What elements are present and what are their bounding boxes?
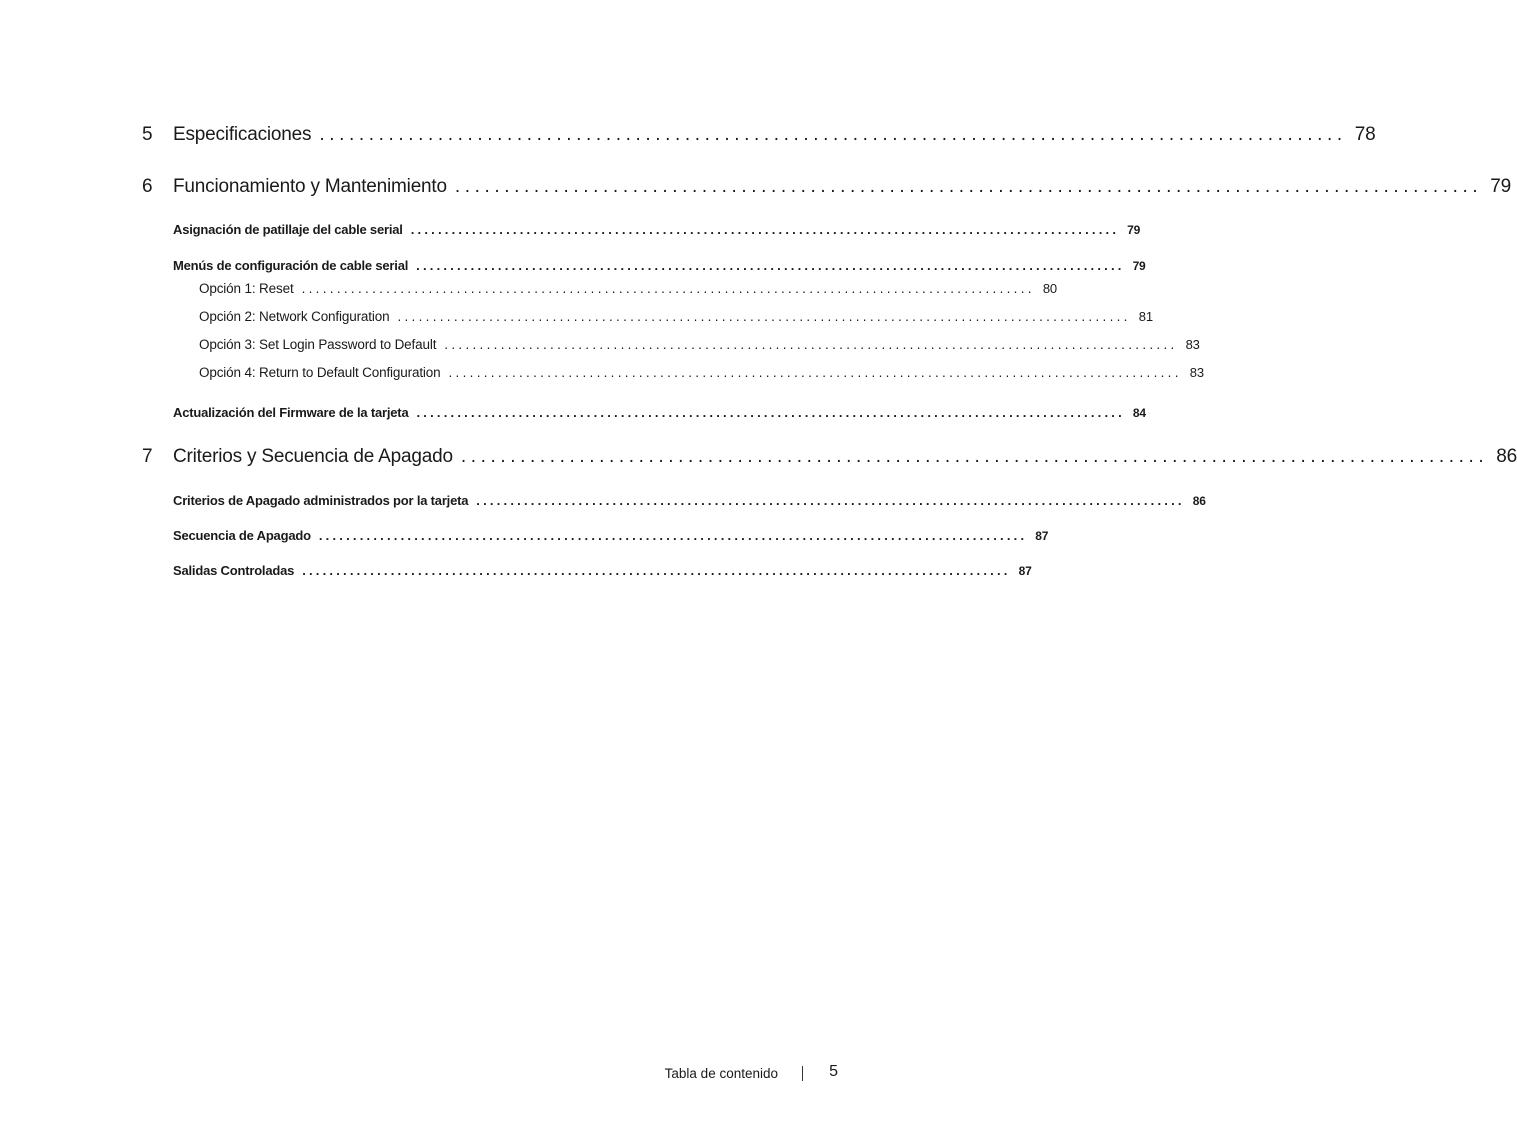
dot-leader: ........................................................................................................ bbox=[448, 365, 1182, 380]
toc-section[interactable] bbox=[173, 528, 1049, 543]
subsection-title: Opción 1: Reset bbox=[199, 281, 294, 296]
dot-leader: ........................................................................................................ bbox=[410, 222, 1120, 237]
subsection-page: 80 bbox=[1042, 281, 1058, 296]
section-page: 84 bbox=[1132, 406, 1146, 420]
dot-leader: ........................................................................................................ bbox=[476, 493, 1185, 508]
chapter-page: 86 bbox=[1496, 446, 1517, 467]
chapter-page: 78 bbox=[1354, 124, 1376, 145]
subsection-page: 83 bbox=[1185, 337, 1200, 352]
subsection-page: 83 bbox=[1189, 365, 1204, 380]
toc-section[interactable] bbox=[173, 405, 1146, 420]
toc-subsection[interactable] bbox=[199, 365, 1204, 380]
chapter-title: Criterios y Secuencia de Apagado bbox=[173, 446, 453, 467]
section-page: 87 bbox=[1035, 529, 1049, 543]
subsection-title: Opción 3: Set Login Password to Default bbox=[199, 337, 437, 352]
footer-page-number: 5 bbox=[829, 1063, 838, 1080]
dot-leader: ........................................................................................................ bbox=[444, 337, 1178, 352]
toc-subsection[interactable] bbox=[199, 309, 1153, 324]
dot-leader: ........................................................................................................ bbox=[416, 258, 1125, 273]
chapter-number: 6 bbox=[142, 176, 153, 197]
section-title: Criterios de Apagado administrados por la tarjeta bbox=[173, 493, 469, 508]
toc-chapter-5[interactable] bbox=[142, 124, 1376, 146]
section-page: 87 bbox=[1018, 564, 1032, 578]
toc-subsection[interactable] bbox=[199, 337, 1200, 352]
subsection-title: Opción 2: Network Configuration bbox=[199, 309, 390, 324]
section-page: 86 bbox=[1192, 494, 1206, 508]
section-title: Salidas Controladas bbox=[173, 563, 295, 578]
section-title: Secuencia de Apagado bbox=[173, 528, 311, 543]
section-title: Menús de configuración de cable serial bbox=[173, 258, 409, 273]
subsection-page: 81 bbox=[1138, 309, 1153, 324]
toc-section[interactable] bbox=[173, 563, 1032, 578]
chapter-page: 79 bbox=[1490, 176, 1512, 197]
toc-section[interactable] bbox=[173, 222, 1141, 237]
chapter-title: Especificaciones bbox=[173, 124, 312, 145]
dot-leader: ........................................................................................................ bbox=[318, 528, 1028, 543]
footer-divider bbox=[802, 1066, 803, 1081]
dot-leader: ........................................................................................................ bbox=[319, 124, 1347, 145]
toc-section[interactable] bbox=[173, 493, 1206, 508]
section-title: Asignación de patillaje del cable serial bbox=[173, 222, 403, 237]
toc-chapter-7[interactable] bbox=[142, 446, 1517, 468]
page-footer bbox=[600, 1063, 840, 1087]
section-title: Actualización del Firmware de la tarjeta bbox=[173, 405, 409, 420]
dot-leader: ........................................................................................................ bbox=[302, 563, 1011, 578]
footer-label: Tabla de contenido bbox=[664, 1066, 778, 1081]
section-page: 79 bbox=[1132, 259, 1146, 273]
chapter-number: 5 bbox=[142, 124, 153, 145]
toc-chapter-6[interactable] bbox=[142, 176, 1512, 198]
chapter-title: Funcionamiento y Mantenimiento bbox=[173, 176, 447, 197]
toc-subsection[interactable] bbox=[199, 281, 1058, 296]
dot-leader: ........................................................................................................ bbox=[416, 405, 1125, 420]
chapter-number: 7 bbox=[142, 446, 153, 467]
subsection-title: Opción 4: Return to Default Configuration bbox=[199, 365, 441, 380]
section-page: 79 bbox=[1127, 223, 1141, 237]
dot-leader: ........................................................................................................ bbox=[301, 281, 1035, 296]
dot-leader: ........................................................................................................ bbox=[460, 446, 1489, 467]
dot-leader: ........................................................................................................ bbox=[454, 176, 1483, 197]
dot-leader: ........................................................................................................ bbox=[397, 309, 1131, 324]
toc-section[interactable] bbox=[173, 258, 1146, 273]
